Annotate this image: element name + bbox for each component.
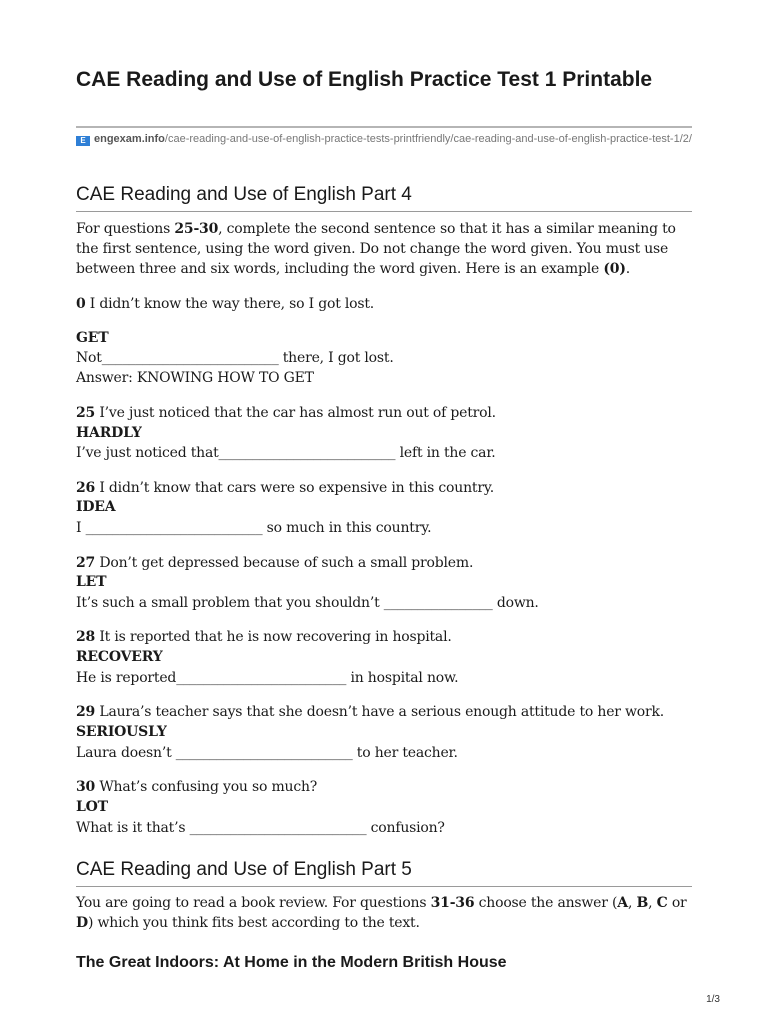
source-link[interactable] — [76, 132, 692, 147]
gap-sentence: It’s such a small problem that you shouldn’t ________________ down. — [76, 595, 539, 611]
question-sentence: 26 I didn’t know that cars were so expensive in this country. — [76, 480, 494, 496]
question-sentence: 25 I’ve just noticed that the car has almost run out of petrol. — [76, 405, 496, 421]
key-word: RECOVERY — [76, 649, 163, 665]
example-gap-sentence: Not__________________________ there, I got lost. — [76, 350, 394, 366]
gap-sentence: He is reported_________________________ in hospital now. — [76, 670, 459, 686]
example-answer: Answer: KNOWING HOW TO GET — [76, 370, 314, 386]
question-number: 27 — [76, 555, 96, 571]
part4-heading: CAE Reading and Use of English Part 4 — [76, 184, 412, 205]
gap-sentence: I __________________________ so much in this country. — [76, 520, 432, 536]
key-word: LOT — [76, 799, 108, 815]
source-path: /cae-reading-and-use-of-english-practice-tests-printfriendly/cae-reading-and-use-of-english-practice-test-1/2/ — [164, 133, 692, 145]
key-word: HARDLY — [76, 425, 142, 441]
key-word: IDEA — [76, 499, 116, 515]
question-number: 25 — [76, 405, 96, 421]
question-number: 0 — [76, 296, 86, 312]
key-word: SERIOUSLY — [76, 724, 167, 740]
question-sentence: 28 It is reported that he is now recovering in hospital. — [76, 629, 452, 645]
example-sentence: 0 I didn’t know the way there, so I got lost. — [76, 296, 375, 312]
source-domain: engexam.info — [94, 133, 165, 145]
key-word: LET — [76, 574, 107, 590]
review-title: The Great Indoors: At Home in the Modern British House — [76, 954, 507, 971]
question-number: 28 — [76, 629, 96, 645]
gap-sentence: What is it that’s __________________________ confusion? — [76, 820, 445, 836]
part5-instructions: You are going to read a book review. For questions 31-36 choose the answer (A, B, C or D) which you think fits best according to the text. — [76, 895, 687, 931]
page-title: CAE Reading and Use of English Practice Test 1 Printable — [76, 68, 653, 91]
site-favicon-icon: E — [76, 136, 90, 146]
part4-instructions: For questions 25-30, complete the second sentence so that it has a similar meaning to the first sentence, using the word given. Do not change the word given. You must use between three and six words, including the word given. Here is an example (0). — [76, 221, 676, 277]
question-sentence: 27 Don’t get depressed because of such a small problem. — [76, 555, 474, 571]
title-divider — [76, 126, 692, 128]
question-number: 30 — [76, 779, 96, 795]
example-key-word: GET — [76, 330, 109, 346]
question-sentence: 29 Laura’s teacher says that she doesn’t have a serious enough attitude to her work. — [76, 704, 665, 720]
gap-sentence: Laura doesn’t __________________________ to her teacher. — [76, 745, 458, 761]
question-number: 29 — [76, 704, 96, 720]
part4-divider — [76, 211, 692, 212]
question-sentence: 30 What’s confusing you so much? — [76, 779, 318, 795]
part5-divider — [76, 886, 692, 887]
question-number: 26 — [76, 480, 96, 496]
gap-sentence: I’ve just noticed that__________________________ left in the car. — [76, 445, 496, 461]
page-number: 1/3 — [706, 994, 720, 1005]
part5-heading: CAE Reading and Use of English Part 5 — [76, 859, 412, 880]
